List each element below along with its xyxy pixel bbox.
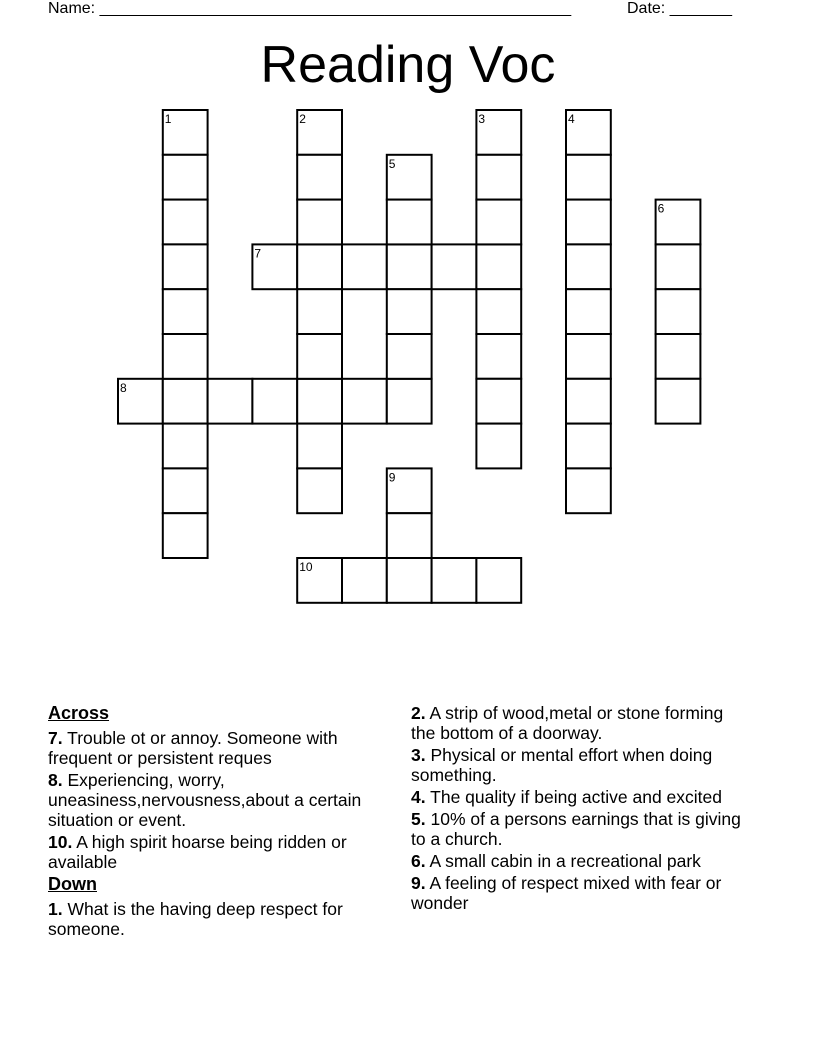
grid-cell[interactable]: [566, 244, 611, 289]
clue-text: Physical or mental effort when doing something.: [411, 745, 713, 785]
clue-number: 3.: [411, 745, 426, 765]
clue-across-7: [48, 728, 388, 768]
grid-cell[interactable]: [566, 289, 611, 334]
across-heading: Across: [48, 703, 110, 723]
cell-number: 6: [657, 201, 665, 216]
cell-number: 4: [568, 112, 575, 126]
grid-cell[interactable]: [566, 155, 611, 200]
clue-across-10: [48, 832, 388, 872]
grid-cell[interactable]: [476, 155, 521, 200]
cell-number: 5: [388, 156, 396, 171]
grid-cell[interactable]: [387, 513, 432, 558]
grid-cell[interactable]: [387, 200, 432, 245]
clue-number: 10.: [48, 832, 73, 852]
clue-down-4: [411, 787, 751, 807]
clue-number: 5.: [411, 809, 426, 829]
grid-cell[interactable]: [297, 155, 342, 200]
grid-cell[interactable]: [476, 558, 521, 603]
clue-text: What is the having deep respect for someone.: [48, 899, 343, 939]
clue-down-6: [411, 851, 751, 871]
grid-cell[interactable]: [476, 379, 521, 424]
grid-cell[interactable]: [566, 424, 611, 469]
grid-cell[interactable]: [208, 379, 253, 424]
grid-cell[interactable]: [297, 468, 342, 513]
clue-text: 10% of a persons earnings that is giving to a church.: [411, 809, 741, 849]
grid-cell[interactable]: [387, 379, 432, 424]
grid-cell[interactable]: [252, 379, 297, 424]
clue-text: Experiencing, worry, uneasiness,nervousness,about a certain situation or event.: [48, 770, 362, 830]
clue-text: A high spirit hoarse being ridden or available: [48, 832, 347, 872]
puzzle-title: Reading Voc: [260, 36, 556, 94]
grid-cell[interactable]: [432, 558, 477, 603]
clue-number: 9.: [411, 873, 426, 893]
cell-number: 8: [120, 380, 127, 395]
grid-cell[interactable]: [476, 424, 521, 469]
clue-text: A small cabin in a recreational park: [429, 851, 701, 871]
cell-number: 10: [299, 560, 313, 574]
grid-cell[interactable]: [163, 244, 208, 289]
cell-number: 2: [299, 112, 306, 126]
clue-number: 2.: [411, 703, 426, 723]
grid-cell[interactable]: [566, 334, 611, 379]
grid-cell[interactable]: [387, 558, 432, 603]
grid-cell[interactable]: [163, 155, 208, 200]
grid-cell[interactable]: [342, 558, 387, 603]
clue-down-2: [411, 703, 751, 743]
grid-cell[interactable]: [476, 200, 521, 245]
grid-cell[interactable]: [342, 379, 387, 424]
clue-down-9: [411, 873, 751, 913]
grid-cell[interactable]: [656, 379, 701, 424]
cell-number: 9: [388, 470, 396, 485]
grid-cell[interactable]: [297, 379, 342, 424]
clue-across-8: [48, 770, 388, 830]
down-heading: Down: [48, 874, 97, 894]
grid-cell[interactable]: [566, 379, 611, 424]
grid-cell[interactable]: [342, 244, 387, 289]
clue-down-1: [48, 899, 388, 939]
clue-down-5: [411, 809, 751, 849]
grid-cell[interactable]: [163, 468, 208, 513]
date-field-label: Date: _______: [627, 0, 732, 17]
grid-cell[interactable]: [476, 244, 521, 289]
cell-number: 7: [254, 246, 262, 261]
grid-cell[interactable]: [476, 289, 521, 334]
clues-column-left: [48, 703, 388, 941]
clue-text: Trouble ot or annoy. Someone with frequent or persistent reques: [48, 728, 338, 768]
grid-cell[interactable]: [297, 334, 342, 379]
grid-cell[interactable]: [656, 289, 701, 334]
cell-number: 3: [478, 112, 486, 126]
clue-number: 1.: [48, 899, 63, 919]
grid-cell[interactable]: [297, 200, 342, 245]
clue-text: A feeling of respect mixed with fear or wonder: [411, 873, 722, 913]
clue-number: 4.: [411, 787, 426, 807]
grid-cell[interactable]: [476, 334, 521, 379]
cell-number: 1: [164, 112, 172, 126]
clue-number: 8.: [48, 770, 63, 790]
grid-cell[interactable]: [297, 289, 342, 334]
grid-cell[interactable]: [387, 244, 432, 289]
grid-cell[interactable]: [656, 244, 701, 289]
grid-cell[interactable]: [297, 244, 342, 289]
clue-number: 7.: [48, 728, 63, 748]
grid-cell[interactable]: [566, 468, 611, 513]
grid-cell[interactable]: [163, 379, 208, 424]
clue-text: A strip of wood,metal or stone forming the bottom of a doorway.: [411, 703, 724, 743]
clue-text: The quality if being active and excited: [430, 787, 722, 807]
clues-column-right: [411, 703, 751, 915]
grid-cell[interactable]: [163, 513, 208, 558]
grid-cell[interactable]: [656, 334, 701, 379]
grid-cell[interactable]: [387, 334, 432, 379]
grid-cell[interactable]: [163, 334, 208, 379]
grid-cell[interactable]: [163, 200, 208, 245]
grid-cell[interactable]: [297, 424, 342, 469]
grid-cell[interactable]: [566, 200, 611, 245]
clue-number: 6.: [411, 851, 426, 871]
grid-cell[interactable]: [432, 244, 477, 289]
clue-down-3: [411, 745, 751, 785]
grid-cell[interactable]: [387, 289, 432, 334]
name-field-label: Name: _____________________________________________________: [48, 0, 572, 17]
grid-cell[interactable]: [163, 424, 208, 469]
grid-cell[interactable]: [163, 289, 208, 334]
